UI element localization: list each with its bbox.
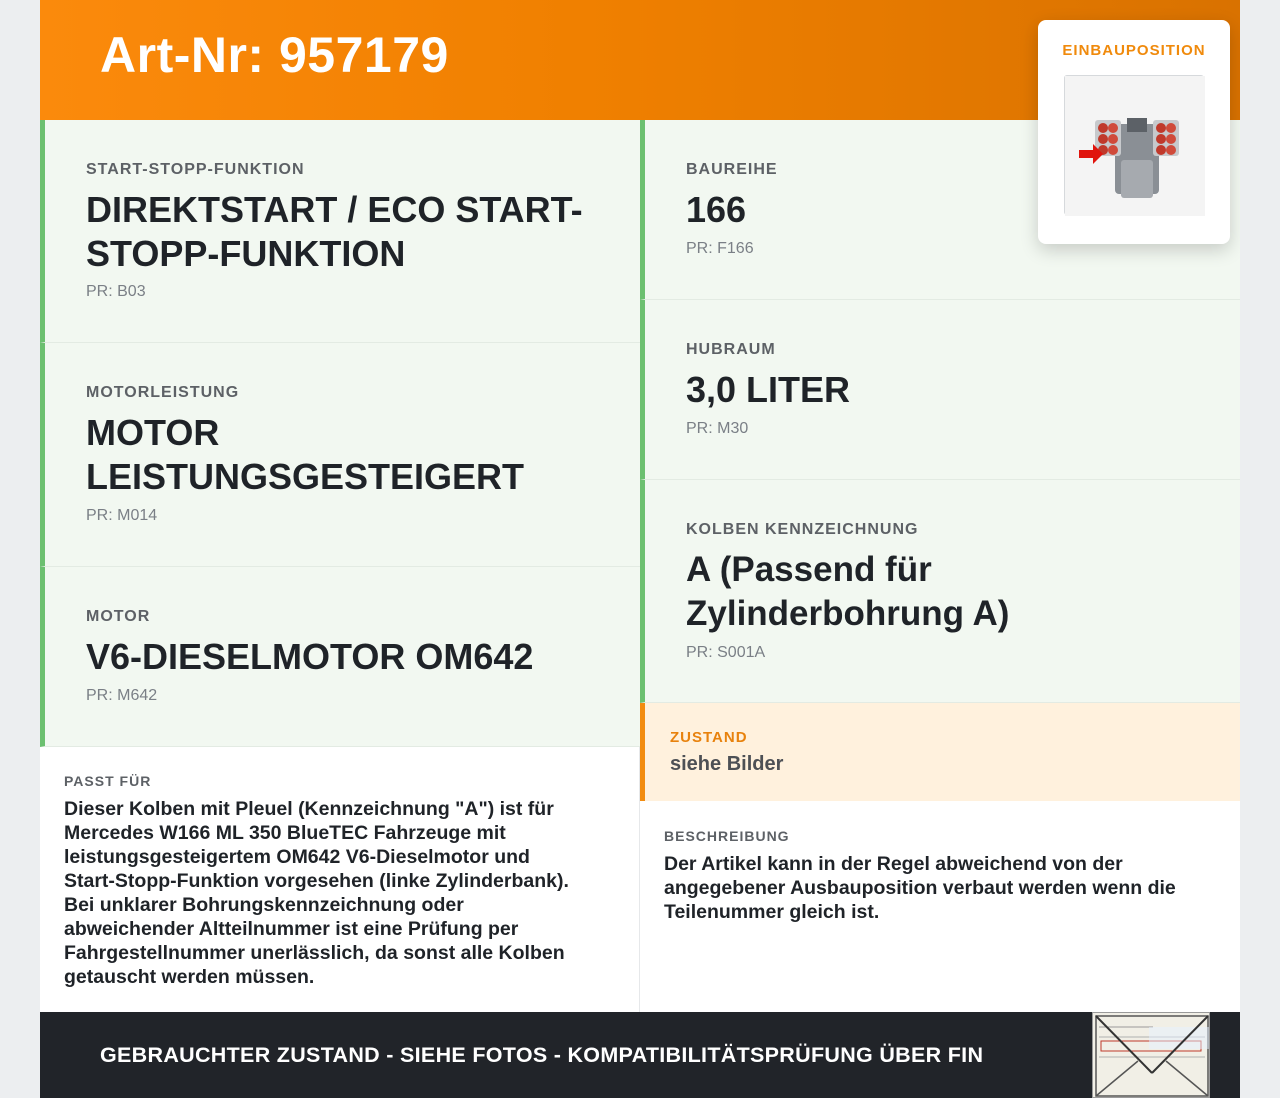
field-label: START-STOPP-FUNKTION [86,161,305,178]
passt-fuer-label: PASST FÜR [64,773,152,789]
text-line: Fahrgestellnummer unerlässlich, da sonst alle Kolben [64,942,565,964]
text-line: Dieser Kolben mit Pleuel (Kennzeichnung "A") ist für [64,798,554,820]
field-label: BAUREIHE [686,161,778,178]
field-pr-code: PR: M014 [86,507,158,524]
beschreibung-section [640,802,1240,1012]
field-value: V6-DIESELMOTOR OM642 [86,636,534,677]
beschreibung-label: BESCHREIBUNG [664,828,790,844]
field-value: MOTOR LEISTUNGSGESTEIGERT [86,412,525,497]
field-value: DIREKTSTART / ECO START-STOPP-FUNKTION [86,189,583,274]
field-pr-code: PR: M642 [86,687,158,704]
text-line: Mercedes W166 ML 350 BlueTEC Fahrzeuge mit [64,822,506,844]
text-line: leistungsgesteigertem OM642 V6-Dieselmotor und [64,846,530,868]
engine-diagram-icon [1065,76,1205,216]
passt-fuer-text [64,797,569,989]
text-line: Start-Stopp-Funktion vorgesehen (linke Zylinderbank). [64,870,569,892]
zustand-value: siehe Bilder [670,753,784,775]
data-card-image-icon [1093,1013,1210,1098]
field-value: A (Passend für Zylinderbohrung A) [686,550,1010,633]
field-motorleistung [40,343,640,567]
text-line: Teilenummer gleich ist. [664,901,880,923]
field-hubraum [640,300,1240,480]
page-title: Art-Nr: 957179 [100,27,449,83]
field-motor [40,567,640,747]
field-value: 3,0 LITER [686,369,851,410]
field-label: HUBRAUM [686,341,776,358]
field-label: MOTORLEISTUNG [86,384,240,401]
zustand-box [640,703,1240,801]
footer-text: GEBRAUCHTER ZUSTAND - SIEHE FOTOS - KOMPATIBILITÄTSPRÜFUNG ÜBER FIN [100,1043,984,1067]
passt-fuer-section [40,747,640,1012]
text-line: Bei unklarer Bohrungskennzeichnung oder [64,894,464,916]
field-kolben-kennzeichnung [640,480,1240,703]
field-pr-code: PR: B03 [86,283,146,300]
einbauposition-panel [1038,20,1230,244]
zustand-label: ZUSTAND [670,729,748,746]
text-line: angegebener Ausbauposition verbaut werden wenn die [664,877,1176,899]
field-pr-code: PR: F166 [686,240,754,257]
field-start-stopp [40,120,640,343]
field-value: 166 [686,189,747,230]
field-label: KOLBEN KENNZEICHNUNG [686,521,919,538]
text-line: Der Artikel kann in der Regel abweichend von der [664,853,1123,875]
field-pr-code: PR: S001A [686,644,766,661]
beschreibung-text [664,852,1176,924]
einbauposition-label: EINBAUPOSITION [1062,42,1206,59]
engine-installation-image[interactable] [1064,75,1204,215]
field-label: MOTOR [86,608,151,625]
product-card [40,0,1240,1098]
footer-bar [40,1012,1240,1098]
vehicle-data-thumbnail[interactable] [1092,1012,1210,1098]
field-pr-code: PR: M30 [686,420,749,437]
text-line: getauscht werden müssen. [64,966,315,988]
text-line: abweichender Altteilnummer ist eine Prüfung per [64,918,519,940]
